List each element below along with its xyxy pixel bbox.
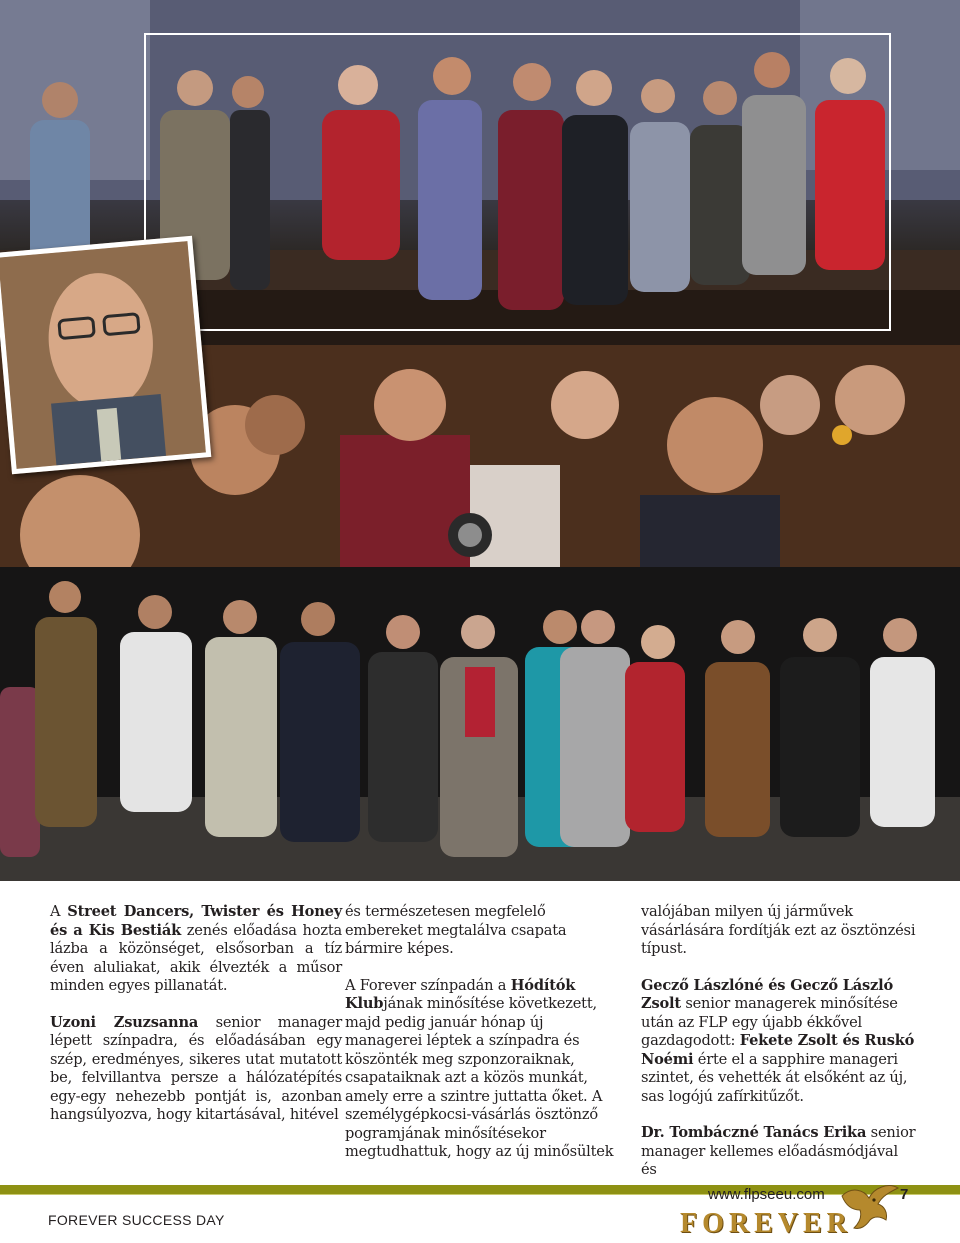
paragraph: Uzoni Zsuzsanna senior manager lépett színpadra, és előadásában egy szép, eredményes, sikeres utat mutatott be, felvillantva persze a hálózatépítés egy-egy nehezebb pontját is, azonban hangsúlyozva, hogy kitartásával, hitével [50,1013,342,1123]
magazine-title: FOREVER SUCCESS DAY [48,1212,225,1228]
managers-lineup-photo [0,567,960,881]
paragraph: és természetesen megfelelő embereket megtalálva csapata bármire képes. [345,903,567,957]
paragraph: A Forever színpadán a Hódítók Klubjának minősítése következett, majd pedig január hónap új managerei léptek a színpadra és köszönték meg szponzoraiknak, csapataiknak azt a közös munkát, amely erre a szintre juttatta őket. A személygépkocsi-vásárlás ösztönző pogramjának minősítésekor megtudhattuk, hogy az új minősültek [345,976,614,1160]
paragraph: valójában milyen új járművek vásárlására fordítják ezt az ösztönzési típust. [641,903,916,957]
article-column-3 [641,903,916,1198]
article-column-2 [345,903,620,1180]
paragraph: Dr. Tombáczné Tanács Erika senior manager kellemes előadásmódjával és [641,1124,916,1178]
website-link[interactable]: www.flpseeu.com [708,1186,825,1203]
portrait-photo [0,236,211,475]
article-column-1 [50,903,342,1143]
brand-logo: FOREVER [680,1208,852,1239]
page-number: 7 [900,1186,909,1203]
paragraph: Gecző Lászlóné és Gecző László Zsolt senior managerek minősítése után az FLP egy újabb ékkővel gazdagodott: Fekete Zsolt és Ruskó Noémi érte el a sapphire manageri szintet, és vehették át elsőként az új, sas logójú zafírkitűzőt. [641,976,915,1105]
eagle-icon [838,1176,900,1232]
paragraph: A Street Dancers, Twister és Honey és a Kis Bestiák zenés előadása hozta lázba a közönséget, elsősorban a tíz éven aluliakat, akik élvezték a műsor minden egyes pillanatát. [50,903,342,994]
